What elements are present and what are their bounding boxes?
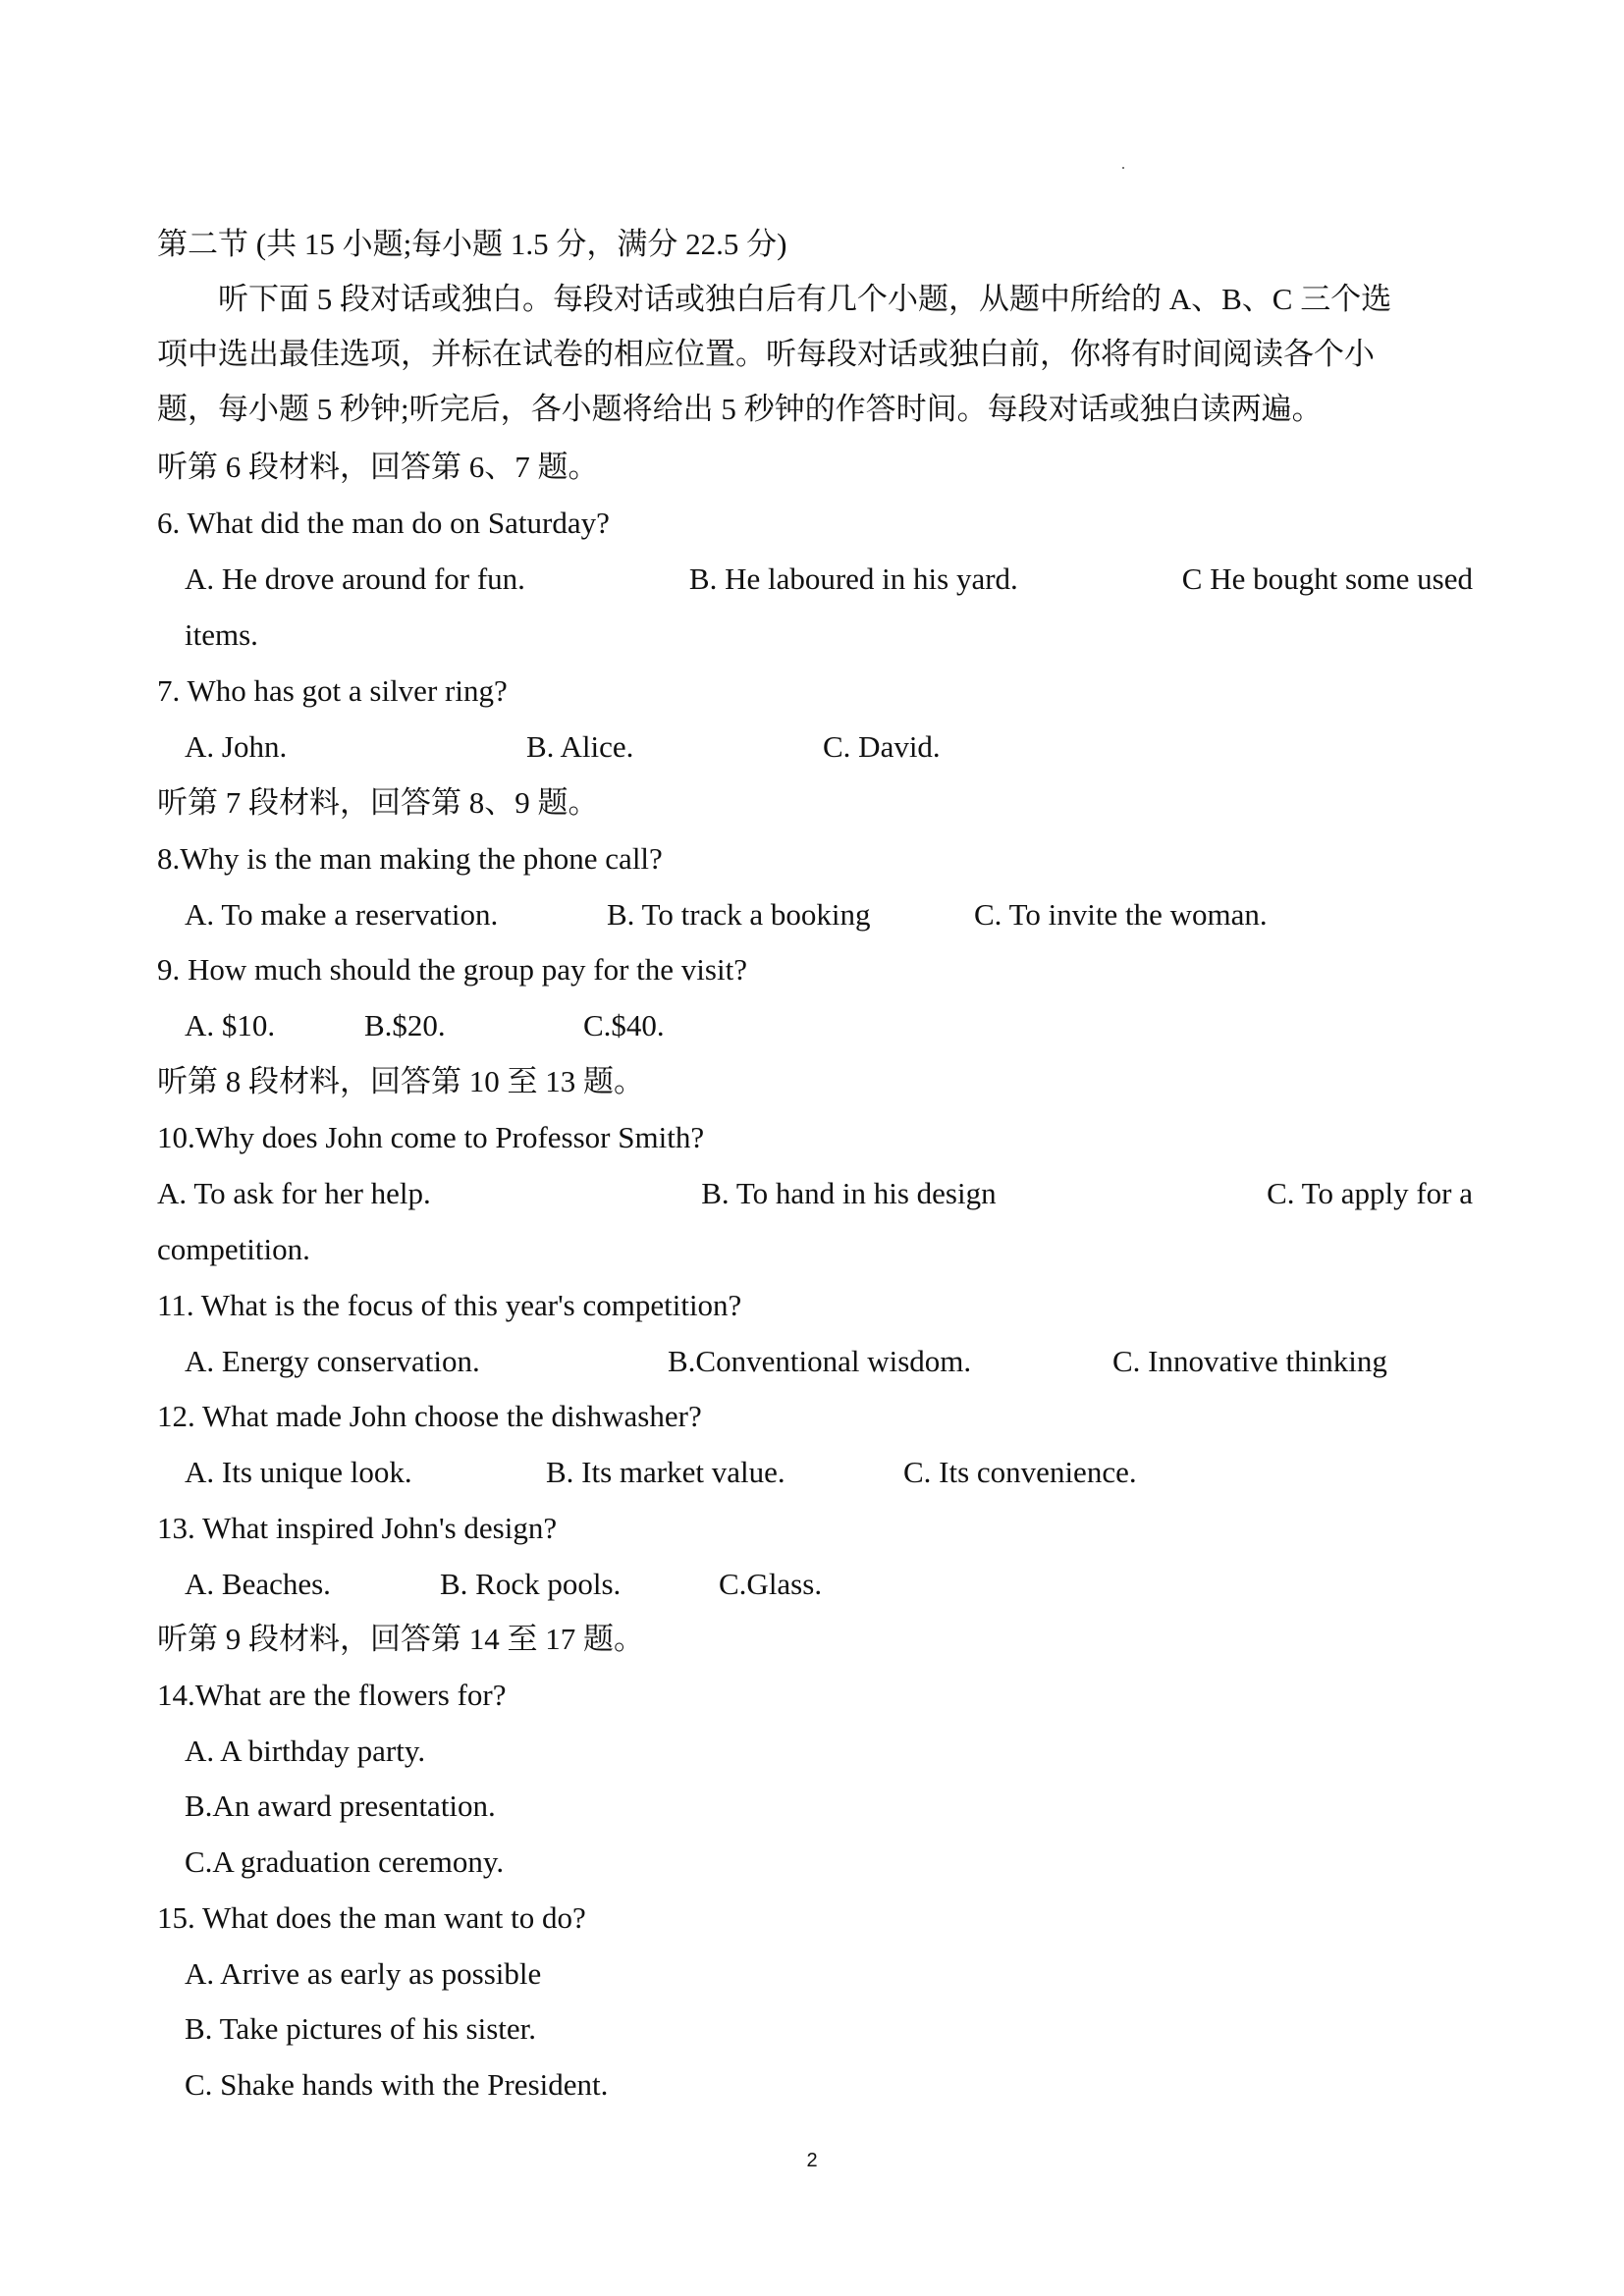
q10-option-a: A. To ask for her help. bbox=[157, 1176, 431, 1210]
q7-stem: 7. Who has got a silver ring? bbox=[157, 673, 508, 708]
q8-option-b: B. To track a booking bbox=[607, 897, 871, 932]
q13-option-b: B. Rock pools. bbox=[440, 1567, 622, 1601]
q14-option-a: A. A birthday party. bbox=[185, 1734, 426, 1768]
q7-option-c: C. David. bbox=[823, 729, 941, 764]
material-6-heading: 听第 6 段材料，回答第 6、7 题。 bbox=[157, 450, 599, 484]
q6-options bbox=[185, 560, 1473, 599]
q10-option-b: B. To hand in his design bbox=[701, 1176, 997, 1210]
q6-option-c: C He bought some used bbox=[1181, 561, 1473, 596]
q11-option-c: C. Innovative thinking bbox=[1112, 1344, 1387, 1378]
material-7-heading: 听第 7 段材料，回答第 8、9 题。 bbox=[157, 785, 599, 820]
instructions bbox=[157, 272, 1473, 437]
q6-option-c-continued: items. bbox=[185, 617, 258, 652]
q15-option-c: C. Shake hands with the President. bbox=[185, 2067, 609, 2102]
instructions-line-2: 项中选出最佳选项，并标在试卷的相应位置。听每段对话或独白前，你将有时间阅读各个小 bbox=[157, 337, 1375, 371]
q12-option-c: C. Its convenience. bbox=[903, 1455, 1137, 1489]
q13-option-a: A. Beaches. bbox=[185, 1567, 331, 1601]
q11-stem: 11. What is the focus of this year's competition? bbox=[157, 1288, 742, 1322]
q15-option-a: A. Arrive as early as possible bbox=[185, 1956, 542, 1991]
material-9-heading: 听第 9 段材料，回答第 14 至 17 题。 bbox=[157, 1622, 644, 1656]
q11-option-a: A. Energy conservation. bbox=[185, 1344, 480, 1378]
q8-option-a: A. To make a reservation. bbox=[185, 897, 499, 932]
q14-option-c: C.A graduation ceremony. bbox=[185, 1844, 505, 1879]
q13-stem: 13. What inspired John's design? bbox=[157, 1511, 558, 1545]
q9-stem: 9. How much should the group pay for the visit? bbox=[157, 952, 747, 987]
q11-option-b: B.Conventional wisdom. bbox=[668, 1344, 972, 1378]
q15-stem: 15. What does the man want to do? bbox=[157, 1900, 586, 1935]
q7-option-a: A. John. bbox=[185, 729, 288, 764]
q6-option-a: A. He drove around for fun. bbox=[185, 561, 525, 596]
q12-option-a: A. Its unique look. bbox=[185, 1455, 412, 1489]
scan-dot bbox=[1122, 167, 1124, 169]
q10-option-c: C. To apply for a bbox=[1267, 1176, 1473, 1210]
q6-stem: 6. What did the man do on Saturday? bbox=[157, 506, 610, 540]
section-header: 第二节 (共 15 小题;每小题 1.5 分，满分 22.5 分) bbox=[157, 227, 787, 261]
instructions-line-1: 听下面 5 段对话或独白。每段对话或独白后有几个小题，从题中所给的 A、B、C 三个选 bbox=[218, 282, 1392, 316]
q10-option-c-continued: competition. bbox=[157, 1232, 310, 1266]
q9-option-b: B.$20. bbox=[364, 1008, 446, 1042]
q12-stem: 12. What made John choose the dishwasher? bbox=[157, 1399, 702, 1433]
q6-option-b: B. He laboured in his yard. bbox=[688, 561, 1018, 596]
page-number: 2 bbox=[806, 2150, 818, 2171]
q8-stem: 8.Why is the man making the phone call? bbox=[157, 841, 663, 876]
q14-option-b: B.An award presentation. bbox=[185, 1789, 496, 1823]
q10-stem: 10.Why does John come to Professor Smith? bbox=[157, 1120, 705, 1154]
q9-option-c: C.$40. bbox=[583, 1008, 665, 1042]
q7-option-b: B. Alice. bbox=[526, 729, 634, 764]
q15-option-b: B. Take pictures of his sister. bbox=[185, 2011, 537, 2046]
material-8-heading: 听第 8 段材料，回答第 10 至 13 题。 bbox=[157, 1064, 644, 1098]
q14-stem: 14.What are the flowers for? bbox=[157, 1678, 507, 1712]
q8-option-c: C. To invite the woman. bbox=[974, 897, 1268, 932]
q9-option-a: A. $10. bbox=[185, 1008, 276, 1042]
q10-options bbox=[157, 1174, 1473, 1213]
q12-option-b: B. Its market value. bbox=[546, 1455, 785, 1489]
instructions-line-3: 题，每小题 5 秒钟;听完后，各小题将给出 5 秒钟的作答时间。每段对话或独白读两遍。 bbox=[157, 392, 1323, 426]
q13-option-c: C.Glass. bbox=[719, 1567, 823, 1601]
